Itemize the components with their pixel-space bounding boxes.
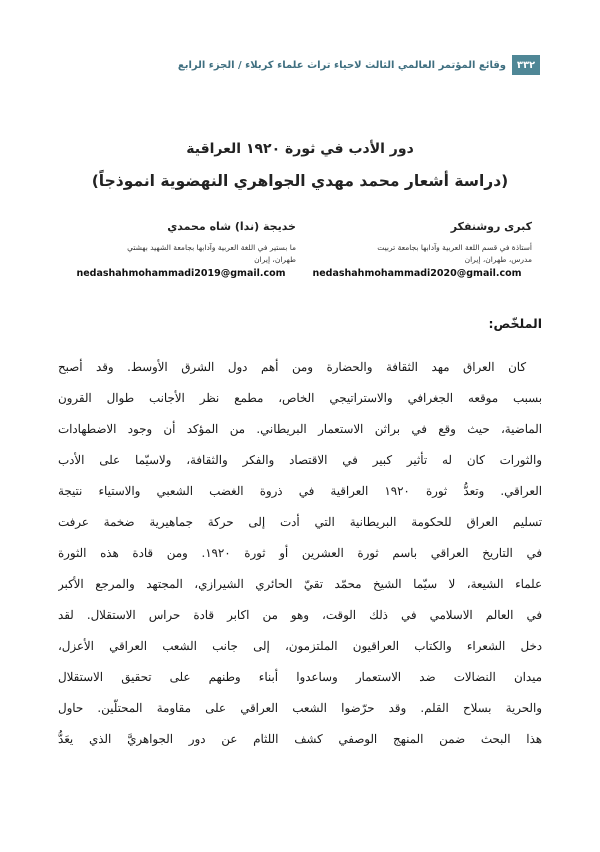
author-name: خديجة (ندا) شاه محمدي — [167, 220, 296, 233]
author-affiliation: أستاذة في قسم اللغة العربية وآدابها بجامعة تربيت — [377, 243, 532, 252]
author-city: طهران، إيران — [254, 255, 296, 264]
abstract-heading: الملخّص: — [488, 316, 542, 331]
abstract-line: علماء الشيعة، لا سيّما الشيخ محمّد تقيّ الحائري الشيرازي، المجتهد والمرجع الأكبر — [58, 577, 542, 591]
abstract-line: تسليم العراق للحكومة البريطانية التي أدت إلى حركة جماهيرية ضخمة عرفت — [58, 515, 542, 529]
paper-title: دور الأدب في ثورة ١٩٢٠ العراقية — [186, 141, 414, 157]
author-email[interactable]: nedashahmohammadi2020@gmail.com — [312, 268, 522, 279]
abstract-line: في التاريخ العراقي باسم ثورة العشرين أو ثورة ١٩٢٠. ومن قادة هذه الثورة — [58, 546, 542, 560]
abstract-line: بسبب موقعه الجغرافي والاستراتيجي الخاص، مطمع نظر الأجانب طوال القرون — [58, 391, 542, 405]
paper-subtitle: (دراسة أشعار محمد مهدي الجواهري النهضوية انموذجاً) — [91, 172, 509, 190]
page-number-badge: ٣٣٢ — [512, 55, 540, 75]
abstract-body — [58, 352, 542, 755]
author-block-1 — [302, 220, 532, 279]
author-name: كبرى روشنفكر — [450, 220, 532, 233]
abstract-line: دخل الشعراء والكتاب العراقيون الملتزمون، إلى جانب الشعب العراقي الأعزل، — [58, 639, 542, 653]
author-email[interactable]: nedashahmohammadi2019@gmail.com — [76, 268, 286, 279]
running-title: وقائع المؤتمر العالمي الثالث لاحياء تراث علماء كربلاء / الجزء الرابع — [177, 59, 506, 71]
running-header — [140, 54, 540, 76]
author-city: مدرس، طهران، إيران — [464, 255, 532, 264]
abstract-line: هذا البحث ضمن المنهج الوصفي كشف اللثام عن دور الجواهريَّ الذي يعَدُّ — [58, 732, 542, 746]
abstract-line: الماضية، حيث وقع في براثن الاستعمار البريطاني. من المؤكد أن وجود الاضطهادات — [58, 422, 542, 436]
author-block-2 — [66, 220, 296, 279]
abstract-line: ميدان النضالات ضد الاستعمار وساعدوا أبناء وطنهم على تحقيق الاستقلال — [58, 670, 542, 684]
author-affiliation: ما بستير في اللغة العربية وآدابها بجامعة الشهيد بهشتي — [127, 243, 296, 252]
abstract-line: كان العراق مهد الثقافة والحضارة ومن أهم دول الشرق الأوسط. وقد أصبح — [58, 360, 526, 374]
abstract-line: والثورات كان له تأثير كبير في الاقتصاد والفكر والثقافة، ولاسيّما على الأدب — [58, 453, 542, 467]
abstract-line: في العالم الاسلامي في ذلك الوقت، وهو من اكابر قادة حراس الاستقلال. لقد — [58, 608, 542, 622]
abstract-line: العراقي. وتعدُّ ثورة ١٩٢٠ العراقية في ذروة الغضب الشعبي والاستياء نتيجة — [58, 484, 542, 498]
abstract-line: والحرية بسلاح القلم. وقد حرّضوا الشعب العراقي على مقاومة المحتلّين. حاول — [58, 701, 542, 715]
